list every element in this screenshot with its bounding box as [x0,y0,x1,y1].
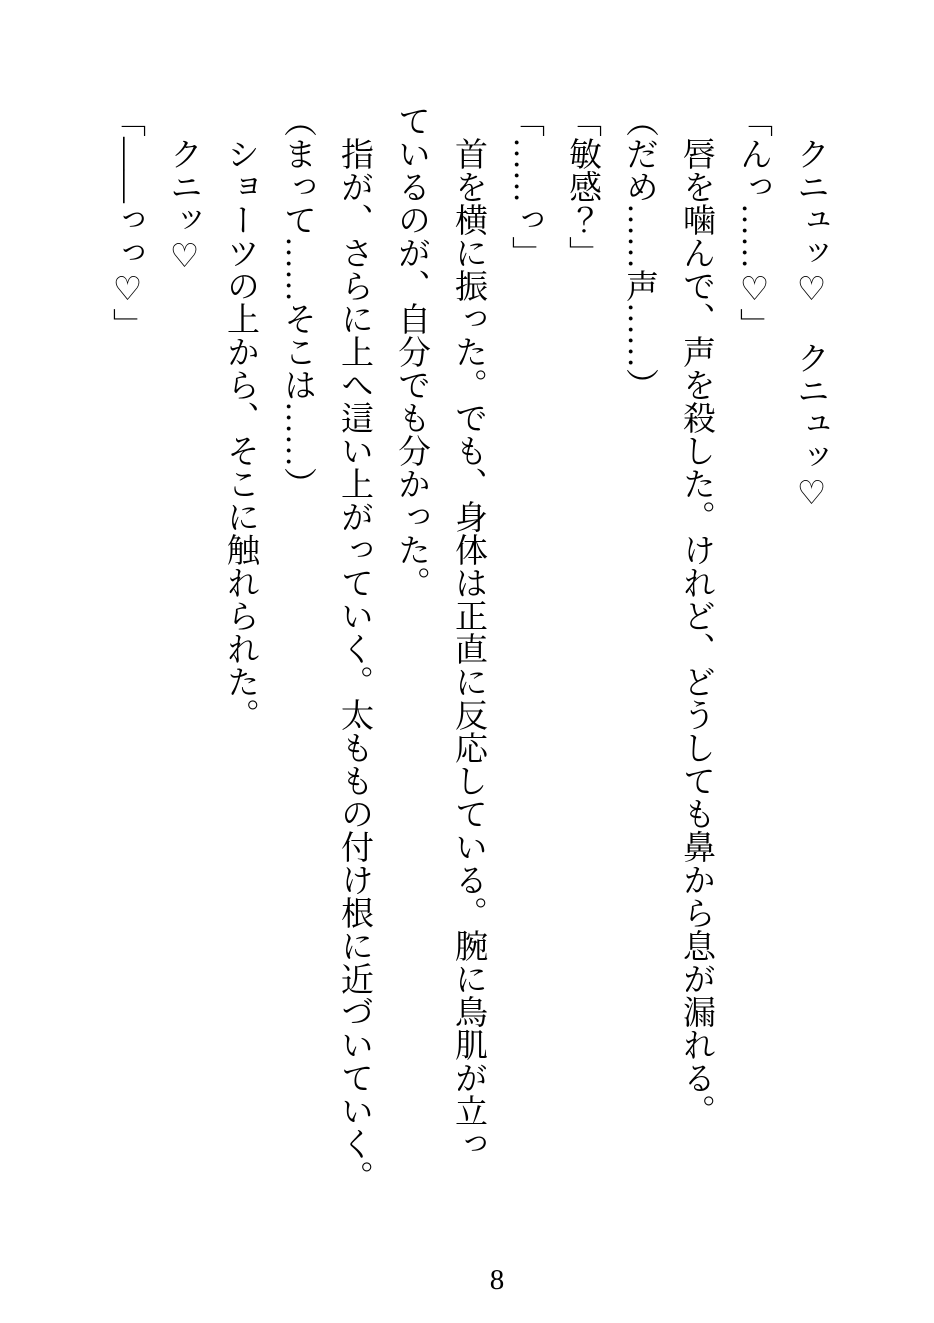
text-line: 唇を噛んで、声を殺した。けれど、どうしても鼻から息が漏れる。 [678,104,714,1127]
page-number: 8 [489,1264,505,1296]
text-line: 「敏感？」 [564,104,600,269]
text-line: 首を横に振った。でも、身体は正直に反応している。腕に鳥肌が立っ [450,104,486,1160]
text-line: （だめ……声……） [621,104,657,401]
text-line: 指が、さらに上へ這い上がっていく。太ももの付け根に近づいていく。 [336,104,372,1193]
text-line: クニッ♡ [165,104,201,275]
vertical-text-block [97,104,838,1204]
text-line: 「……っ」 [507,104,543,269]
text-line: クニュッ♡ クニュッ♡ [792,104,828,512]
text-line: 「んっ……♡」 [735,104,771,341]
text-line: （まって……そこは……） [279,104,315,500]
text-line: 「――っっ♡」 [108,104,144,341]
text-line: ているのが、自分でも分かった。 [393,104,429,599]
text-line: ショーツの上から、そこに触れられた。 [222,104,258,731]
